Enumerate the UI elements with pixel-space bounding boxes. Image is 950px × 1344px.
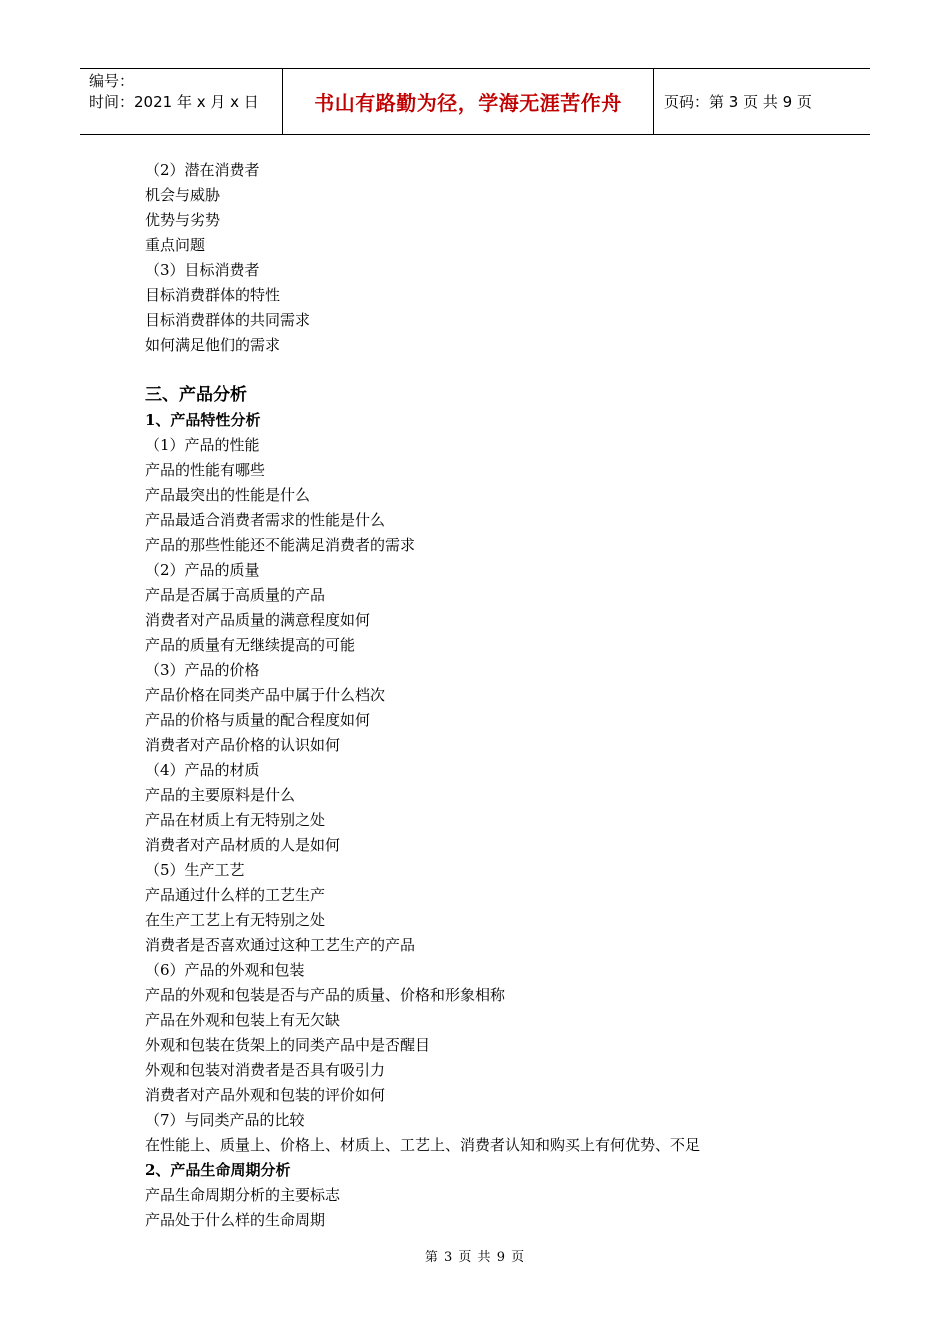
text-line: 消费者是否喜欢通过这种工艺生产的产品	[145, 936, 416, 954]
text-line: 产品的主要原料是什么	[145, 786, 296, 804]
text-line: 消费者对产品质量的满意程度如何	[145, 611, 371, 629]
text-line: 产品在材质上有无特别之处	[145, 811, 326, 829]
text-line: 外观和包装对消费者是否具有吸引力	[145, 1061, 386, 1079]
text-line: 目标消费群体的共同需求	[145, 311, 311, 329]
text-line: 产品是否属于高质量的产品	[145, 586, 326, 604]
text-line: （5）生产工艺	[145, 861, 245, 879]
text-line: 机会与威胁	[145, 186, 221, 204]
text-line: （6）产品的外观和包装	[145, 961, 305, 979]
document-body	[145, 158, 825, 1233]
text-line: （4）产品的材质	[145, 761, 260, 779]
text-line: 消费者对产品材质的人是如何	[145, 836, 341, 854]
text-line: 产品的外观和包装是否与产品的质量、价格和形象相称	[145, 986, 506, 1004]
text-line: 消费者对产品外观和包装的评价如何	[145, 1086, 386, 1104]
text-line: 产品通过什么样的工艺生产	[145, 886, 326, 904]
section-heading: 1、产品特性分析	[145, 411, 261, 429]
text-line: 产品的那些性能还不能满足消费者的需求	[145, 536, 416, 554]
section-heading: 三、产品分析	[145, 385, 247, 405]
text-line: 产品的性能有哪些	[145, 461, 266, 479]
text-line: 产品最突出的性能是什么	[145, 486, 311, 504]
text-line: 消费者对产品价格的认识如何	[145, 736, 341, 754]
text-line: 产品在外观和包装上有无欠缺	[145, 1011, 341, 1029]
text-line: （2）潜在消费者	[145, 161, 260, 179]
header-meta	[80, 69, 283, 134]
spacer	[145, 358, 825, 383]
document-date: 时间：2021 年 x 月 x 日	[89, 93, 259, 111]
text-line: 如何满足他们的需求	[145, 336, 281, 354]
text-line: 产品的质量有无继续提高的可能	[145, 636, 356, 654]
header-motto: 书山有路勤为径，学海无涯苦作舟	[283, 69, 654, 134]
text-line: 产品生命周期分析的主要标志	[145, 1186, 341, 1204]
text-line: （3）产品的价格	[145, 661, 260, 679]
header-page-info: 页码：第 3 页 共 9 页	[664, 93, 812, 111]
page-footer: 第 3 页 共 9 页	[424, 1250, 526, 1265]
text-line: （1）产品的性能	[145, 436, 260, 454]
text-line: 在性能上、质量上、价格上、材质上、工艺上、消费者认知和购买上有何优势、不足	[145, 1136, 701, 1154]
page-header	[80, 68, 870, 135]
text-line: 产品价格在同类产品中属于什么档次	[145, 686, 386, 704]
text-line: 优势与劣势	[145, 211, 221, 229]
text-line: 目标消费群体的特性	[145, 286, 281, 304]
text-line: 重点问题	[145, 236, 206, 254]
text-line: （2）产品的质量	[145, 561, 260, 579]
text-line: 外观和包装在货架上的同类产品中是否醒目	[145, 1036, 431, 1054]
text-line: 在生产工艺上有无特别之处	[145, 911, 326, 929]
text-line: 产品的价格与质量的配合程度如何	[145, 711, 371, 729]
text-line: （3）目标消费者	[145, 261, 260, 279]
document-number-label: 编号：	[89, 72, 135, 90]
text-line: 产品处于什么样的生命周期	[145, 1211, 326, 1229]
section-heading: 2、产品生命周期分析	[145, 1161, 291, 1179]
text-line: 产品最适合消费者需求的性能是什么	[145, 511, 386, 529]
text-line: （7）与同类产品的比较	[145, 1111, 305, 1129]
